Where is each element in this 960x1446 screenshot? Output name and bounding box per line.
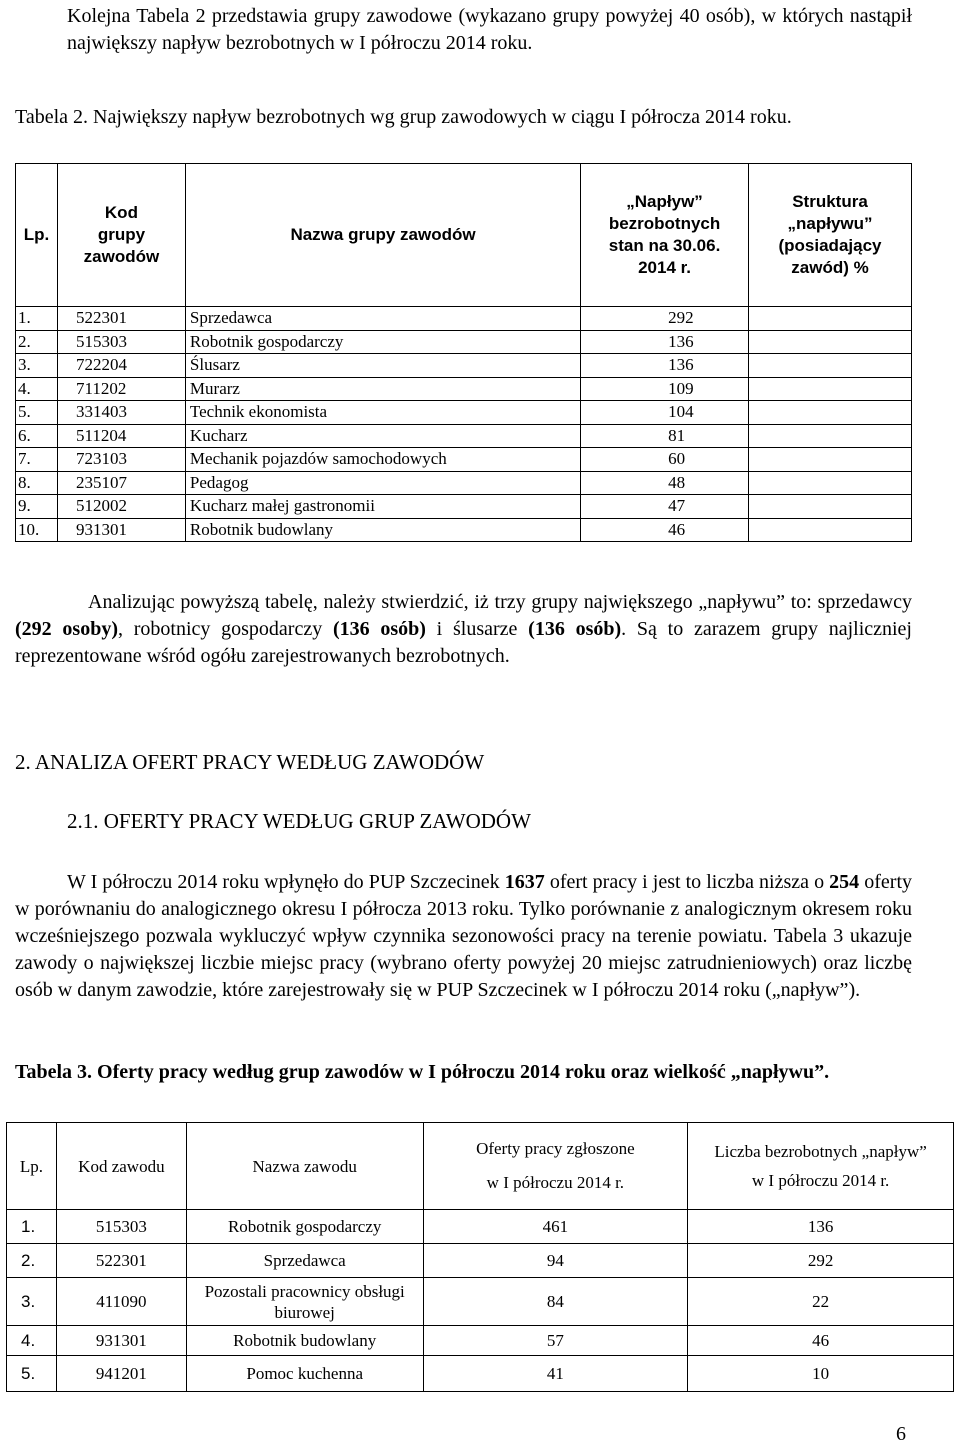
table2-cell-struktura	[749, 354, 912, 378]
table3-header-liczba	[688, 1123, 954, 1210]
intro-paragraph	[67, 3, 912, 57]
table-row	[16, 354, 912, 378]
body-text: ofert pracy i jest to liczba niższa o	[544, 871, 830, 893]
table3-cell-kod: 411090	[56, 1278, 186, 1326]
table3-cell-liczba: 136	[688, 1210, 954, 1244]
table3-header-oferty-line2: w I półroczu 2014 r.	[486, 1173, 625, 1192]
table2-cell-naplyw: 81	[581, 424, 749, 448]
table3-cell-lp: 5.	[7, 1356, 57, 1392]
table2-cell-lp: 8.	[16, 471, 58, 495]
table3-header-kod: Kod zawodu	[56, 1123, 186, 1210]
table2-cell-kod: 723103	[57, 448, 185, 472]
analysis-text: , robotnicy gospodarczy	[117, 618, 333, 640]
table3-cell-nazwa: Robotnik gospodarczy	[186, 1210, 423, 1244]
table3-cell-kod: 522301	[56, 1244, 186, 1278]
table3-cell-lp: 3.	[7, 1278, 57, 1326]
table2-cell-naplyw: 47	[581, 495, 749, 519]
table2-cell-kod: 331403	[57, 401, 185, 425]
table-row	[16, 377, 912, 401]
table3-cell-lp: 4.	[7, 1326, 57, 1356]
table2-header-struktura: Struktura „napływu” (posiadający zawód) %	[749, 164, 912, 307]
table-row	[7, 1244, 954, 1278]
table-row	[7, 1326, 954, 1356]
table3-cell-nazwa: Pomoc kuchenna	[186, 1356, 423, 1392]
table2-cell-kod: 722204	[57, 354, 185, 378]
table2-cell-naplyw: 104	[581, 401, 749, 425]
table2-header-naplyw: „Napływ” bezrobotnych stan na 30.06. 2014 r.	[581, 164, 749, 307]
intro-text: Kolejna Tabela 2 przedstawia grupy zawodowe (wykazano grupy powyżej 40 osób), w których nastąpił największy napływ bezrobotnych w I półroczu 2014 roku.	[67, 5, 912, 54]
table2-cell-lp: 2.	[16, 330, 58, 354]
table-row	[16, 471, 912, 495]
table2-cell-struktura	[749, 330, 912, 354]
table2-cell-struktura	[749, 401, 912, 425]
table2-cell-naplyw: 60	[581, 448, 749, 472]
table3-header-liczba-line1: Liczba bezrobotnych „napływ”	[714, 1141, 927, 1161]
body-bold: 1637	[504, 871, 545, 893]
table-row	[16, 330, 912, 354]
table-row	[16, 518, 912, 542]
table2-cell-nazwa: Robotnik budowlany	[185, 518, 580, 542]
table2-cell-struktura	[749, 518, 912, 542]
table-row	[16, 401, 912, 425]
table2-cell-kod: 235107	[57, 471, 185, 495]
body-text: W I półroczu 2014 roku wpłynęło do PUP Szczecinek	[67, 871, 505, 893]
table2-cell-lp: 3.	[16, 354, 58, 378]
table2-cell-struktura	[749, 377, 912, 401]
analysis-text: i ślusarze	[425, 618, 529, 640]
table3-cell-oferty: 461	[423, 1210, 688, 1244]
table2-cell-kod: 512002	[57, 495, 185, 519]
table3-cell-kod: 941201	[56, 1356, 186, 1392]
table3-cell-nazwa: Pozostali pracownicy obsługi biurowej	[186, 1278, 423, 1326]
analysis-bold: (136 osób)	[332, 618, 426, 640]
body-bold: 254	[829, 871, 860, 893]
table2-cell-nazwa: Ślusarz	[185, 354, 580, 378]
table2-cell-kod: 511204	[57, 424, 185, 448]
table-row	[16, 495, 912, 519]
table2-cell-kod: 522301	[57, 307, 185, 331]
table2-cell-naplyw: 292	[581, 307, 749, 331]
section-heading: 2. ANALIZA OFERT PRACY WEDŁUG ZAWODÓW	[15, 750, 485, 774]
table2-cell-struktura	[749, 471, 912, 495]
table3-cell-nazwa: Sprzedawca	[186, 1244, 423, 1278]
analysis-text: . Są to zarazem grupy najliczniej reprezentowane wśród ogółu zarejestrowanych bezrobotnych.	[15, 618, 912, 667]
analysis-paragraph	[15, 589, 912, 670]
subsection-heading: 2.1. OFERTY PRACY WEDŁUG GRUP ZAWODÓW	[67, 809, 531, 833]
table-row	[7, 1278, 954, 1326]
table3-header-row	[7, 1123, 954, 1210]
table-row	[7, 1356, 954, 1392]
table3-caption: Tabela 3. Oferty pracy według grup zawodów w I półroczu 2014 roku oraz wielkość „napływu”.	[15, 1061, 830, 1083]
table2-cell-naplyw: 109	[581, 377, 749, 401]
table2-cell-lp: 5.	[16, 401, 58, 425]
table3-cell-oferty: 41	[423, 1356, 688, 1392]
table2-cell-lp: 6.	[16, 424, 58, 448]
analysis-text: Analizując powyższą tabelę, należy stwierdzić, iż trzy grupy największego „napływu” to: sprzedawcy	[88, 591, 912, 613]
table3-cell-lp: 1.	[7, 1210, 57, 1244]
table3-header-oferty-line1: Oferty pracy zgłoszone	[476, 1139, 635, 1158]
table2-cell-naplyw: 136	[581, 354, 749, 378]
table2-cell-struktura	[749, 495, 912, 519]
table3-cell-kod: 515303	[56, 1210, 186, 1244]
table3	[6, 1122, 954, 1392]
table3-cell-liczba: 22	[688, 1278, 954, 1326]
table2-cell-naplyw: 48	[581, 471, 749, 495]
body-paragraph	[15, 869, 912, 1004]
table3-cell-liczba: 292	[688, 1244, 954, 1278]
table2-cell-lp: 4.	[16, 377, 58, 401]
table2-header-kod: Kod grupy zawodów	[57, 164, 185, 307]
table2-cell-lp: 7.	[16, 448, 58, 472]
page-number: 6	[896, 1423, 906, 1445]
table2-cell-struktura	[749, 448, 912, 472]
table3-cell-lp: 2.	[7, 1244, 57, 1278]
table3-header-lp: Lp.	[7, 1123, 57, 1210]
body-text: oferty w porównaniu do analogicznego okresu I półrocza 2013 roku. Tylko porównanie z analogicznym okresem roku wcześniejszego pozwala wykluczyć wpływ czynnika sezonowości pracy na terenie powiatu. Tabela 3 ukazuje zawody o największej liczbie miejsc pracy (wybrano oferty powyżej 20 miejsc zatrudnieniowych) oraz liczbę osób w danym zawodzie, które zarejestrowały się w PUP Szczecinek w I półroczu 2014 roku („napływ”).	[15, 871, 912, 1001]
table2-cell-nazwa: Kucharz małej gastronomii	[185, 495, 580, 519]
table2-cell-struktura	[749, 307, 912, 331]
table3-cell-liczba: 46	[688, 1326, 954, 1356]
table3-cell-oferty: 94	[423, 1244, 688, 1278]
table3-header-nazwa: Nazwa zawodu	[186, 1123, 423, 1210]
table2-header-nazwa: Nazwa grupy zawodów	[185, 164, 580, 307]
table-row	[16, 424, 912, 448]
table-row	[16, 448, 912, 472]
table2-caption: Tabela 2. Największy napływ bezrobotnych wg grup zawodowych w ciągu I półrocza 2014 roku.	[15, 106, 792, 128]
table-row	[16, 307, 912, 331]
table2-header-row	[16, 164, 912, 307]
table2-cell-lp: 9.	[16, 495, 58, 519]
table2-cell-naplyw: 46	[581, 518, 749, 542]
table2-cell-nazwa: Technik ekonomista	[185, 401, 580, 425]
table2-cell-kod: 711202	[57, 377, 185, 401]
table2-cell-naplyw: 136	[581, 330, 749, 354]
table3-cell-nazwa: Robotnik budowlany	[186, 1326, 423, 1356]
table3-header-liczba-line2: w I półroczu 2014 r.	[751, 1170, 890, 1190]
table2-cell-kod: 931301	[57, 518, 185, 542]
table2-cell-struktura	[749, 424, 912, 448]
table2-cell-nazwa: Robotnik gospodarczy	[185, 330, 580, 354]
table-row	[7, 1210, 954, 1244]
table2-cell-lp: 1.	[16, 307, 58, 331]
table2-cell-lp: 10.	[16, 518, 58, 542]
table2	[15, 163, 912, 542]
table2-cell-nazwa: Mechanik pojazdów samochodowych	[185, 448, 580, 472]
table3-cell-liczba: 10	[688, 1356, 954, 1392]
table2-cell-nazwa: Sprzedawca	[185, 307, 580, 331]
table2-cell-nazwa: Kucharz	[185, 424, 580, 448]
table3-cell-oferty: 84	[423, 1278, 688, 1326]
table3-header-oferty	[423, 1123, 688, 1210]
analysis-bold: (292 osoby)	[15, 618, 118, 640]
table2-header-lp: Lp.	[16, 164, 58, 307]
table3-cell-kod: 931301	[56, 1326, 186, 1356]
table2-cell-nazwa: Murarz	[185, 377, 580, 401]
table3-cell-oferty: 57	[423, 1326, 688, 1356]
analysis-bold: (136 osób)	[528, 618, 622, 640]
table2-cell-kod: 515303	[57, 330, 185, 354]
table2-cell-nazwa: Pedagog	[185, 471, 580, 495]
